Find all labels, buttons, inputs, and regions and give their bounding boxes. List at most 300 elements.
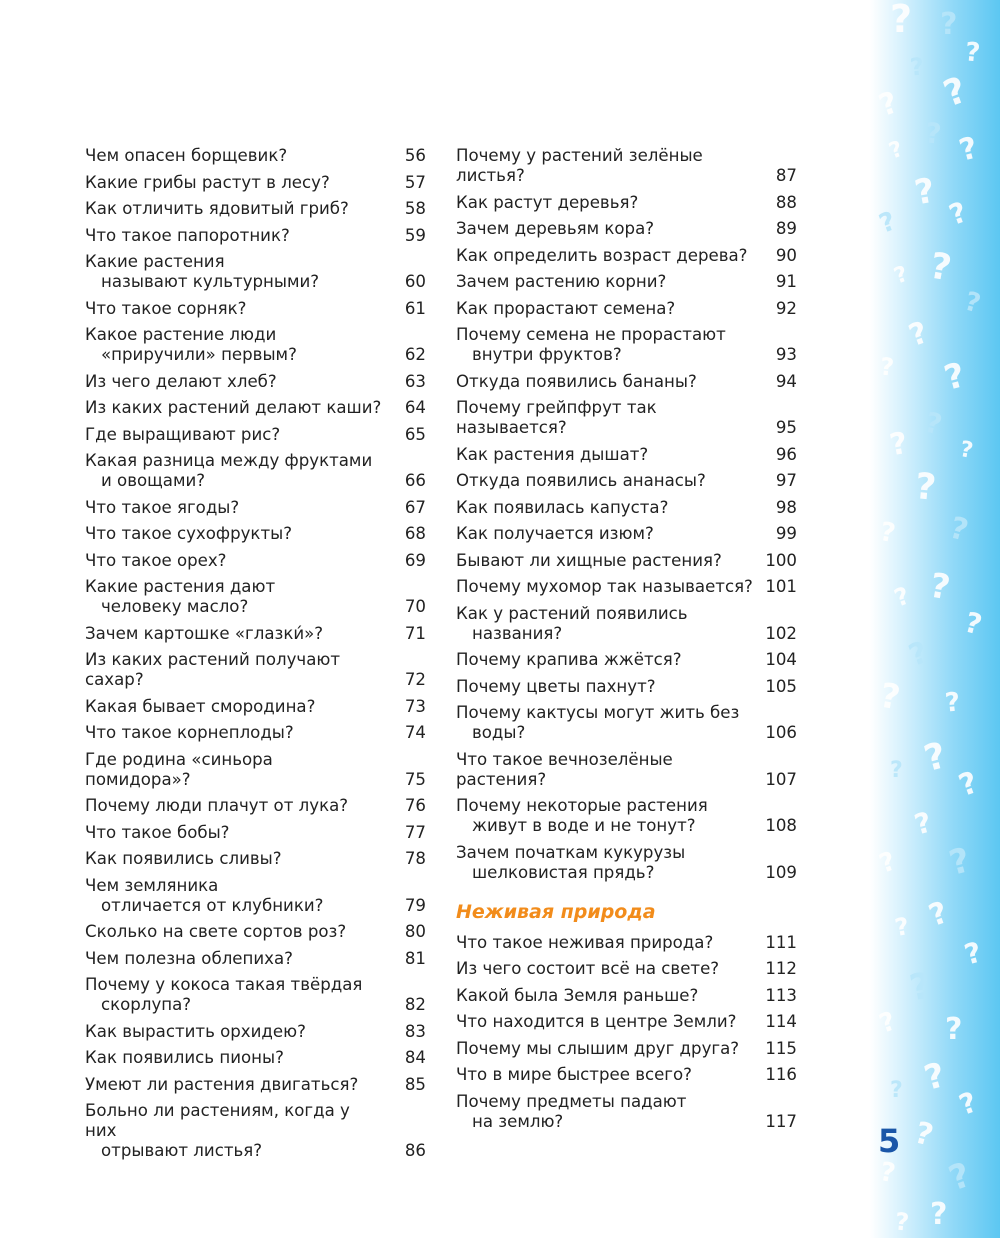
question-mark-icon: ? — [924, 895, 953, 934]
toc-entry-line: человеку масло? — [101, 597, 249, 616]
toc-entry-page: 69 — [404, 550, 426, 570]
toc-entry-line: Что такое бобы? — [85, 822, 230, 842]
toc-entry-title — [85, 697, 428, 717]
toc-entry-title — [456, 299, 799, 319]
toc-entry — [456, 299, 799, 319]
toc-entry — [85, 975, 428, 1015]
toc-entry-line: Как появились пионы? — [85, 1048, 284, 1067]
toc-entry-line: Почему люди плачут от лука? — [85, 796, 349, 815]
toc-entry-line: Как у растений появились — [456, 603, 688, 623]
toc-entry-title — [85, 723, 428, 743]
toc-entry — [85, 577, 428, 617]
toc-entry-title — [85, 252, 428, 292]
toc-entry — [85, 451, 428, 491]
toc-entry — [456, 604, 799, 644]
question-mark-icon: ? — [885, 136, 907, 165]
question-mark-icon: ? — [877, 516, 898, 550]
question-mark-icon: ? — [874, 85, 903, 124]
question-mark-icon: ? — [923, 116, 943, 151]
toc-entry — [85, 1022, 428, 1042]
question-mark-icon: ? — [954, 1085, 982, 1122]
toc-entry — [456, 246, 799, 266]
toc-right-column — [456, 146, 799, 1138]
question-mark-icon: ? — [910, 1115, 937, 1154]
toc-entry-page: 81 — [404, 948, 426, 968]
toc-entry-line: Почему грейпфрут так называется? — [456, 398, 657, 437]
toc-entry-title — [456, 524, 799, 544]
toc-entry-title — [456, 146, 799, 186]
toc-entry — [85, 1101, 428, 1161]
question-mark-icon: ? — [887, 425, 911, 464]
toc-entry-title — [85, 823, 428, 843]
question-mark-icon: ? — [940, 7, 958, 42]
toc-entry-line: Как появились сливы? — [85, 849, 282, 868]
toc-entry — [85, 650, 428, 690]
question-mark-icon: ? — [955, 130, 982, 169]
toc-entry-title — [85, 299, 428, 319]
toc-entry-title — [456, 372, 799, 392]
toc-entry-page: 113 — [765, 985, 797, 1005]
toc-entry-title — [456, 750, 799, 790]
toc-entry-page: 76 — [404, 796, 426, 815]
question-mark-icon: ? — [945, 1012, 963, 1047]
toc-entry-title — [85, 146, 428, 166]
toc-entry-line: и овощами? — [101, 471, 206, 490]
toc-entry-page: 90 — [775, 245, 797, 265]
toc-entry-line: Что такое сорняк? — [85, 298, 247, 318]
question-mark-icon: ? — [876, 675, 904, 719]
toc-entry-page: 101 — [765, 577, 797, 596]
toc-entry-title — [456, 986, 799, 1006]
toc-entry-line: Зачем початкам кукурузы — [456, 842, 686, 862]
question-mark-icon: ? — [877, 1156, 898, 1190]
toc-entry-page: 96 — [775, 444, 797, 464]
toc-entry-title — [85, 624, 428, 644]
toc-entry-line: отрывают листья? — [101, 1141, 263, 1160]
toc-entry — [85, 750, 428, 790]
toc-entry-line: Что такое вечнозелёные растения? — [456, 749, 673, 789]
toc-entry-title — [456, 398, 799, 438]
toc-entry-page: 85 — [404, 1074, 426, 1094]
toc-entry-title — [456, 1092, 799, 1132]
toc-entry-title — [85, 750, 428, 790]
toc-entry-line: Какие грибы растут в лесу? — [85, 172, 330, 192]
toc-entry-page: 82 — [404, 995, 426, 1014]
question-mark-icon: ? — [943, 687, 962, 719]
toc-entry — [456, 1065, 799, 1085]
toc-entry-title — [85, 577, 428, 617]
question-mark-icon: ? — [960, 935, 986, 972]
toc-entry-title — [85, 650, 428, 690]
toc-entry-page: 87 — [775, 166, 797, 185]
toc-entry-line: Бывают ли хищные растения? — [456, 550, 722, 570]
toc-entry-title — [85, 425, 428, 445]
toc-entry-title — [456, 604, 799, 644]
toc-entry-page: 117 — [765, 1111, 797, 1131]
toc-entry-title — [456, 246, 799, 266]
toc-entry-line: Как вырастить орхидею? — [85, 1021, 306, 1041]
toc-entry — [456, 551, 799, 571]
toc-entry-line: Что такое орех? — [85, 550, 227, 570]
toc-entry-page: 83 — [404, 1021, 426, 1041]
toc-entry — [456, 703, 799, 743]
toc-entry-line: Умеют ли растения двигаться? — [85, 1074, 359, 1094]
toc-entry — [85, 723, 428, 743]
question-mark-icon: ? — [892, 912, 912, 942]
toc-entry — [85, 372, 428, 392]
toc-entry-title — [456, 650, 799, 670]
question-mark-icon: ? — [913, 466, 938, 509]
toc-entry — [456, 959, 799, 979]
toc-entry-title — [85, 922, 428, 942]
toc-entry-title — [456, 577, 799, 597]
toc-entry-page: 100 — [765, 550, 797, 570]
toc-entry-title — [85, 949, 428, 969]
toc-entry-page: 94 — [775, 371, 797, 391]
question-mark-icon: ? — [945, 510, 972, 549]
question-mark-icon: ? — [944, 195, 972, 232]
toc-entry-page: 111 — [765, 932, 797, 952]
toc-entry — [85, 425, 428, 445]
toc-entry-line: Почему у растений зелёные листья? — [456, 146, 703, 185]
toc-entry-title — [85, 372, 428, 392]
toc-entry-line: Как прорастают семена? — [456, 298, 676, 318]
toc-entry-page: 105 — [765, 676, 797, 696]
toc-entry — [85, 498, 428, 518]
toc-entry-title — [456, 1065, 799, 1085]
toc-entry-line: «приручили» первым? — [101, 345, 297, 364]
toc-entry-page: 66 — [404, 471, 426, 490]
toc-entry-line: скорлупа? — [101, 995, 192, 1014]
toc-entry-page: 104 — [765, 650, 797, 669]
toc-entry-page: 114 — [765, 1012, 797, 1031]
question-mark-icon: ? — [943, 1154, 976, 1200]
toc-entry-page: 97 — [775, 471, 797, 490]
toc-entry-page: 71 — [404, 623, 426, 643]
toc-entry — [456, 219, 799, 239]
toc-entry-page: 112 — [765, 959, 797, 978]
toc-entry-title — [456, 445, 799, 465]
toc-entry-title — [456, 933, 799, 953]
toc-entry-title — [85, 498, 428, 518]
toc-entry-page: 88 — [775, 192, 797, 212]
toc-entry-title — [85, 1075, 428, 1095]
toc-entry-title — [456, 796, 799, 836]
toc-entry-line: Зачем растению корни? — [456, 272, 667, 291]
question-mark-icon: ? — [926, 245, 955, 290]
toc-entry-line: Как определить возраст дерева? — [456, 245, 748, 265]
toc-entry-line: Сколько на свете сортов роз? — [85, 922, 347, 941]
toc-entry-page: 68 — [404, 524, 426, 543]
toc-entry-line: Зачем деревьям кора? — [456, 219, 655, 238]
toc-entry — [456, 577, 799, 597]
toc-entry-title — [85, 1048, 428, 1068]
toc-entry-page: 59 — [404, 225, 426, 245]
toc-entry-page: 108 — [765, 816, 797, 835]
toc-entry-line: Какие растения дают — [85, 577, 276, 596]
toc-entry-title — [85, 796, 428, 816]
toc-entry — [456, 1092, 799, 1132]
toc-entry — [456, 677, 799, 697]
toc-entry-line: Больно ли растениям, когда у них — [85, 1101, 350, 1140]
question-mark-icon: ? — [904, 315, 933, 354]
toc-entry-page: 78 — [404, 849, 426, 868]
toc-entry-line: Что такое корнеплоды? — [85, 723, 294, 742]
question-mark-icon: ? — [875, 846, 900, 880]
question-mark-icon: ? — [890, 261, 912, 290]
toc-entry — [85, 146, 428, 166]
question-mark-icon: ? — [890, 1078, 903, 1103]
toc-entry — [456, 498, 799, 518]
toc-entry-line: внутри фруктов? — [472, 345, 622, 364]
page-number: 5 — [878, 1122, 901, 1160]
toc-entry-page: 109 — [765, 862, 797, 882]
toc-entry — [85, 226, 428, 246]
toc-entry-line: Какие растения — [85, 252, 225, 271]
toc-entry-page: 57 — [404, 172, 426, 192]
section-heading: Неживая природа — [456, 900, 656, 923]
toc-entry-line: Откуда появились ананасы? — [456, 471, 706, 490]
toc-entry — [85, 624, 428, 644]
toc-entry — [456, 986, 799, 1006]
toc-entry-line: Как растут деревья? — [456, 192, 639, 212]
toc-entry — [85, 1075, 428, 1095]
toc-entry-line: Где выращивают рис? — [85, 424, 281, 444]
toc-entry-page: 63 — [404, 371, 426, 391]
toc-entry — [85, 697, 428, 717]
toc-entry-title — [456, 551, 799, 571]
toc-entry-line: Почему семена не прорастают — [456, 325, 726, 344]
toc-entry-title — [85, 1101, 428, 1161]
toc-entry-title — [456, 325, 799, 365]
toc-entry — [85, 252, 428, 292]
toc-entry-page: 89 — [775, 219, 797, 238]
toc-entry-title — [85, 451, 428, 491]
toc-entry-page: 95 — [775, 418, 797, 437]
toc-entry — [85, 325, 428, 365]
toc-entry-line: Как растения дышат? — [456, 444, 649, 464]
toc-entry-title — [85, 975, 428, 1015]
toc-entry-page: 92 — [775, 298, 797, 318]
question-mark-icon: ? — [875, 1006, 900, 1040]
toc-entry-page: 99 — [775, 524, 797, 543]
toc-entry-title — [85, 173, 428, 193]
question-mark-icon: ? — [920, 1055, 950, 1099]
toc-entry-page: 91 — [775, 272, 797, 291]
question-mark-icon: ? — [906, 965, 935, 1010]
toc-entry-page: 64 — [404, 398, 426, 417]
toc-entry-line: Почему цветы пахнут? — [456, 676, 656, 696]
toc-entry — [85, 796, 428, 816]
question-mark-icon: ? — [938, 69, 973, 116]
toc-entry-page: 62 — [404, 345, 426, 364]
toc-entry-title — [85, 398, 428, 418]
toc-entry — [456, 445, 799, 465]
toc-entry-line: отличается от клубники? — [101, 895, 324, 915]
toc-entry-page: 73 — [404, 696, 426, 716]
toc-entry-page: 75 — [404, 769, 426, 789]
question-mark-icon: ? — [893, 1207, 911, 1237]
question-mark-icon: ? — [958, 437, 975, 464]
toc-entry-line: Почему кактусы могут жить без — [456, 703, 740, 722]
toc-entry-line: Что такое папоротник? — [85, 225, 290, 245]
toc-entry — [85, 922, 428, 942]
toc-entry — [456, 750, 799, 790]
question-mark-icon: ? — [908, 52, 926, 82]
question-mark-icon: ? — [930, 1197, 948, 1232]
toc-entry — [456, 146, 799, 186]
question-mark-icon: ? — [878, 352, 896, 382]
toc-entry-page: 58 — [404, 199, 426, 218]
toc-entry-line: шелковистая прядь? — [472, 862, 655, 882]
toc-entry — [456, 843, 799, 883]
toc-entry-title — [85, 226, 428, 246]
toc-entry — [85, 398, 428, 418]
toc-entry-line: Что такое неживая природа? — [456, 932, 714, 952]
toc-entry — [456, 650, 799, 670]
toc-entry — [85, 849, 428, 869]
toc-entry-line: Какая бывает смородина? — [85, 696, 316, 716]
toc-entry-page: 106 — [765, 723, 797, 742]
toc-entry — [456, 524, 799, 544]
toc-entry-line: Почему предметы падают — [456, 1091, 687, 1111]
toc-entry-line: Почему крапива жжётся? — [456, 650, 682, 669]
toc-entry — [456, 272, 799, 292]
toc-entry-line: Где родина «синьора помидора»? — [85, 749, 273, 789]
toc-entry — [85, 199, 428, 219]
toc-entry-page: 84 — [404, 1048, 426, 1067]
toc-entry-title — [456, 471, 799, 491]
toc-entry — [456, 796, 799, 836]
toc-entry — [456, 933, 799, 953]
toc-entry-page: 65 — [404, 424, 426, 444]
toc-entry-line: живут в воде и не тонут? — [472, 816, 696, 835]
toc-entry-line: Что такое сухофрукты? — [85, 524, 293, 543]
question-mark-icon: ? — [890, 581, 914, 613]
question-mark-icon: ? — [940, 355, 970, 399]
toc-entry-page: 116 — [765, 1065, 797, 1084]
toc-entry — [85, 823, 428, 843]
toc-entry-title — [456, 193, 799, 213]
question-mark-icon: ? — [921, 405, 946, 442]
toc-entry-title — [85, 551, 428, 571]
toc-entry-title — [85, 876, 428, 916]
toc-entry-title — [85, 325, 428, 365]
toc-entry-line: Чем полезна облепиха? — [85, 948, 293, 968]
toc-entry-line: Из чего делают хлеб? — [85, 371, 277, 391]
toc-entry-line: Что находится в центре Земли? — [456, 1012, 737, 1031]
toc-entry-line: Какая разница между фруктами — [85, 451, 373, 470]
toc-entry-line: названия? — [472, 623, 563, 643]
toc-entry-page: 70 — [404, 597, 426, 616]
toc-entry-title — [456, 1039, 799, 1059]
toc-entry-title — [85, 1022, 428, 1042]
question-mark-icon: ? — [890, 758, 903, 783]
toc-entry-line: Из каких растений делают каши? — [85, 398, 382, 417]
toc-entry-line: Откуда появились бананы? — [456, 371, 697, 391]
toc-entry-line: Чем земляника — [85, 875, 219, 895]
question-mark-icon: ? — [961, 286, 984, 320]
toc-entry — [85, 949, 428, 969]
toc-entry-line: Из каких растений получают сахар? — [85, 650, 341, 689]
toc-entry-page: 56 — [404, 146, 426, 165]
toc-entry-title — [85, 524, 428, 544]
toc-entry-title — [456, 219, 799, 239]
toc-entry — [456, 1012, 799, 1032]
toc-entry-title — [85, 199, 428, 219]
toc-entry-title — [85, 849, 428, 869]
toc-entry-page: 79 — [404, 895, 426, 915]
toc-entry-page: 60 — [404, 272, 426, 291]
toc-entry — [85, 299, 428, 319]
toc-entry — [85, 173, 428, 193]
toc-entry-line: Из чего состоит всё на свете? — [456, 959, 720, 978]
question-mark-icon: ? — [910, 805, 936, 842]
toc-left-column — [85, 146, 428, 1168]
toc-entry-page: 72 — [404, 670, 426, 689]
toc-entry — [456, 325, 799, 365]
question-mark-decoration — [870, 0, 1000, 1238]
toc-entry-page: 98 — [775, 497, 797, 517]
toc-entry — [456, 1039, 799, 1059]
toc-entry-page: 61 — [404, 298, 426, 318]
toc-entry-line: Что такое ягоды? — [85, 497, 240, 517]
toc-entry-line: Что в мире быстрее всего? — [456, 1065, 692, 1084]
toc-entry-page: 77 — [404, 822, 426, 842]
toc-entry — [85, 524, 428, 544]
toc-entry-page: 107 — [765, 769, 797, 789]
toc-entry-page: 115 — [765, 1038, 797, 1058]
toc-entry-line: Почему мы слышим друг друга? — [456, 1038, 740, 1058]
toc-entry-line: Как отличить ядовитый гриб? — [85, 199, 349, 218]
toc-entry-page: 80 — [404, 922, 426, 941]
question-mark-icon: ? — [911, 170, 939, 214]
question-mark-icon: ? — [945, 840, 975, 884]
toc-entry-page: 93 — [775, 345, 797, 364]
question-mark-icon: ? — [875, 206, 900, 240]
toc-entry-page: 86 — [404, 1141, 426, 1160]
question-mark-icon: ? — [904, 635, 933, 674]
toc-entry-line: Чем опасен борщевик? — [85, 146, 288, 165]
toc-entry-line: Какое растение люди — [85, 325, 277, 344]
toc-entry-line: Зачем картошке «глазки́»? — [85, 623, 324, 643]
toc-entry-line: Как получается изюм? — [456, 524, 654, 543]
toc-entry-page: 74 — [404, 723, 426, 742]
toc-entry-line: Почему у кокоса такая твёрдая — [85, 975, 363, 994]
toc-entry-line: на землю? — [472, 1111, 564, 1131]
toc-entry-line: воды? — [472, 723, 526, 742]
question-mark-icon: ? — [961, 605, 986, 642]
toc-entry-title — [456, 677, 799, 697]
toc-entry — [456, 372, 799, 392]
toc-entry-title — [456, 1012, 799, 1032]
toc-entry — [85, 551, 428, 571]
question-mark-icon: ? — [954, 765, 983, 804]
toc-entry — [456, 193, 799, 213]
toc-entry-title — [456, 959, 799, 979]
question-mark-icon: ? — [890, 0, 913, 41]
toc-entry — [456, 398, 799, 438]
toc-entry-line: Как появилась капуста? — [456, 497, 669, 517]
toc-entry — [85, 1048, 428, 1068]
toc-entry-line: называют культурными? — [101, 272, 320, 291]
question-mark-icon: ? — [919, 735, 951, 781]
toc-entry-page: 102 — [765, 623, 797, 643]
toc-entry-line: Какой была Земля раньше? — [456, 985, 699, 1005]
toc-entry-title — [456, 498, 799, 518]
toc-entry-line: Почему мухомор так называется? — [456, 577, 753, 596]
toc-entry-title — [456, 272, 799, 292]
